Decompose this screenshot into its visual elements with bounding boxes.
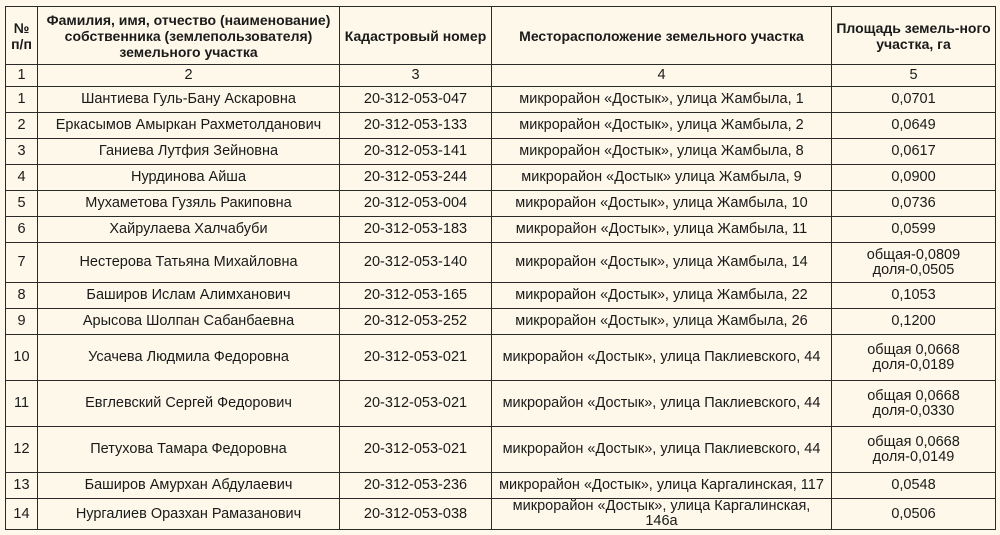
area-value: общая 0,0668 xyxy=(867,433,960,450)
row-number-cell: 3 xyxy=(6,139,38,165)
table-row xyxy=(6,283,996,309)
row-number-cell: 14 xyxy=(6,499,38,530)
location-cell: микрорайон «Достык», улица Паклиевского, 44 xyxy=(492,381,832,427)
row-number-cell: 7 xyxy=(6,243,38,283)
area-cell xyxy=(832,283,996,309)
area-cell xyxy=(832,243,996,283)
cadastre-number-cell: 20-312-053-021 xyxy=(340,381,492,427)
column-number: 5 xyxy=(832,65,996,87)
area-cell xyxy=(832,473,996,499)
table-row xyxy=(6,165,996,191)
cadastre-number-cell: 20-312-053-133 xyxy=(340,113,492,139)
cadastre-number-cell: 20-312-053-004 xyxy=(340,191,492,217)
row-number-cell: 2 xyxy=(6,113,38,139)
area-value: доля-0,0505 xyxy=(872,261,955,278)
area-cell xyxy=(832,335,996,381)
area-value: 0,0617 xyxy=(891,143,936,159)
area-value: доля-0,0189 xyxy=(872,356,955,373)
owner-name-cell: Еркасымов Амыркан Рахметолданович xyxy=(38,113,340,139)
area-value: доля-0,0330 xyxy=(872,402,955,419)
table-row xyxy=(6,191,996,217)
cadastre-number-cell: 20-312-053-252 xyxy=(340,309,492,335)
cadastre-number-cell: 20-312-053-140 xyxy=(340,243,492,283)
cadastre-number-cell: 20-312-053-236 xyxy=(340,473,492,499)
row-number-cell: 4 xyxy=(6,165,38,191)
location-cell: микрорайон «Достык», улица Жамбыла, 8 xyxy=(492,139,832,165)
cadastre-number-cell: 20-312-053-165 xyxy=(340,283,492,309)
header-owner: Фамилия, имя, отчество (наименование) собственника (землепользователя) земельного участка xyxy=(38,7,340,65)
cadastre-number-cell: 20-312-053-021 xyxy=(340,335,492,381)
table-row xyxy=(6,217,996,243)
area-cell xyxy=(832,165,996,191)
row-number-cell: 6 xyxy=(6,217,38,243)
owner-name-cell: Петухова Тамара Федоровна xyxy=(38,427,340,473)
owner-name-cell: Хайрулаева Халчабуби xyxy=(38,217,340,243)
location-cell: микрорайон «Достык», улица Паклиевского, 44 xyxy=(492,427,832,473)
location-cell: микрорайон «Достык», улица Каргалинская, 117 xyxy=(492,473,832,499)
table-row xyxy=(6,87,996,113)
column-number: 4 xyxy=(492,65,832,87)
header-row xyxy=(6,7,996,65)
table-row xyxy=(6,139,996,165)
owner-name-cell: Шантиева Гуль-Бану Аскаровна xyxy=(38,87,340,113)
cadastre-number-cell: 20-312-053-141 xyxy=(340,139,492,165)
column-number: 3 xyxy=(340,65,492,87)
location-cell: микрорайон «Достык», улица Жамбыла, 26 xyxy=(492,309,832,335)
area-cell xyxy=(832,139,996,165)
column-number: 1 xyxy=(6,65,38,87)
table-row xyxy=(6,309,996,335)
location-cell: микрорайон «Достык», улица Каргалинская, 146а xyxy=(492,499,832,530)
area-value: 0,1200 xyxy=(891,313,936,329)
area-value: 0,0506 xyxy=(891,505,936,522)
owner-name-cell: Нурдинова Айша xyxy=(38,165,340,191)
area-value: общая-0,0809 xyxy=(866,246,961,263)
header-location: Месторасположение земельного участка xyxy=(492,7,832,65)
owner-name-cell: Ганиева Лутфия Зейновна xyxy=(38,139,340,165)
area-value: общая 0,0668 xyxy=(867,387,960,404)
area-value: 0,0649 xyxy=(891,117,936,133)
area-value: 0,0599 xyxy=(891,221,936,237)
row-number-cell: 1 xyxy=(6,87,38,113)
header-cadastre: Кадастровый номер xyxy=(340,7,492,65)
cadastre-number-cell: 20-312-053-038 xyxy=(340,499,492,530)
owner-name-cell: Баширов Ислам Алимханович xyxy=(38,283,340,309)
table-row xyxy=(6,243,996,283)
area-value: 0,1053 xyxy=(891,287,936,303)
owner-name-cell: Нестерова Татьяна Михайловна xyxy=(38,243,340,283)
header-number: № п/п xyxy=(6,7,38,65)
area-cell xyxy=(832,381,996,427)
area-value: доля-0,0149 xyxy=(872,448,955,465)
owner-name-cell: Нургалиев Оразхан Рамазанович xyxy=(38,499,340,530)
table-row xyxy=(6,427,996,473)
owner-name-cell: Усачева Людмила Федоровна xyxy=(38,335,340,381)
area-cell xyxy=(832,499,996,530)
column-number-row xyxy=(6,65,996,87)
location-cell: микрорайон «Достык» улица Жамбыла, 9 xyxy=(492,165,832,191)
table-row xyxy=(6,473,996,499)
table-row xyxy=(6,499,996,530)
land-plots-table xyxy=(5,6,996,530)
location-cell: микрорайон «Достык», улица Жамбыла, 11 xyxy=(492,217,832,243)
owner-name-cell: Арысова Шолпан Сабанбаевна xyxy=(38,309,340,335)
area-cell xyxy=(832,217,996,243)
area-cell xyxy=(832,113,996,139)
area-cell xyxy=(832,87,996,113)
row-number-cell: 8 xyxy=(6,283,38,309)
row-number-cell: 11 xyxy=(6,381,38,427)
row-number-cell: 13 xyxy=(6,473,38,499)
owner-name-cell: Мухаметова Гузяль Ракиповна xyxy=(38,191,340,217)
area-value: 0,0900 xyxy=(891,169,936,185)
owner-name-cell: Баширов Амурхан Абдулаевич xyxy=(38,473,340,499)
area-value: 0,0701 xyxy=(891,91,936,107)
header-area: Площадь земель-ного участка, га xyxy=(832,7,996,65)
cadastre-number-cell: 20-312-053-047 xyxy=(340,87,492,113)
table-row xyxy=(6,335,996,381)
row-number-cell: 5 xyxy=(6,191,38,217)
area-cell xyxy=(832,191,996,217)
area-cell xyxy=(832,427,996,473)
row-number-cell: 12 xyxy=(6,427,38,473)
location-cell: микрорайон «Достык», улица Жамбыла, 10 xyxy=(492,191,832,217)
location-cell: микрорайон «Достык», улица Жамбыла, 22 xyxy=(492,283,832,309)
area-value: общая 0,0668 xyxy=(867,341,960,358)
area-cell xyxy=(832,309,996,335)
location-cell: микрорайон «Достык», улица Паклиевского, 44 xyxy=(492,335,832,381)
owner-name-cell: Евглевский Сергей Федорович xyxy=(38,381,340,427)
table-row xyxy=(6,381,996,427)
location-cell: микрорайон «Достык», улица Жамбыла, 1 xyxy=(492,87,832,113)
cadastre-number-cell: 20-312-053-244 xyxy=(340,165,492,191)
cadastre-number-cell: 20-312-053-021 xyxy=(340,427,492,473)
area-value: 0,0548 xyxy=(891,477,936,493)
row-number-cell: 9 xyxy=(6,309,38,335)
location-cell: микрорайон «Достык», улица Жамбыла, 2 xyxy=(492,113,832,139)
row-number-cell: 10 xyxy=(6,335,38,381)
location-cell: микрорайон «Достык», улица Жамбыла, 14 xyxy=(492,243,832,283)
cadastre-number-cell: 20-312-053-183 xyxy=(340,217,492,243)
table-row xyxy=(6,113,996,139)
area-value: 0,0736 xyxy=(891,195,936,211)
column-number: 2 xyxy=(38,65,340,87)
